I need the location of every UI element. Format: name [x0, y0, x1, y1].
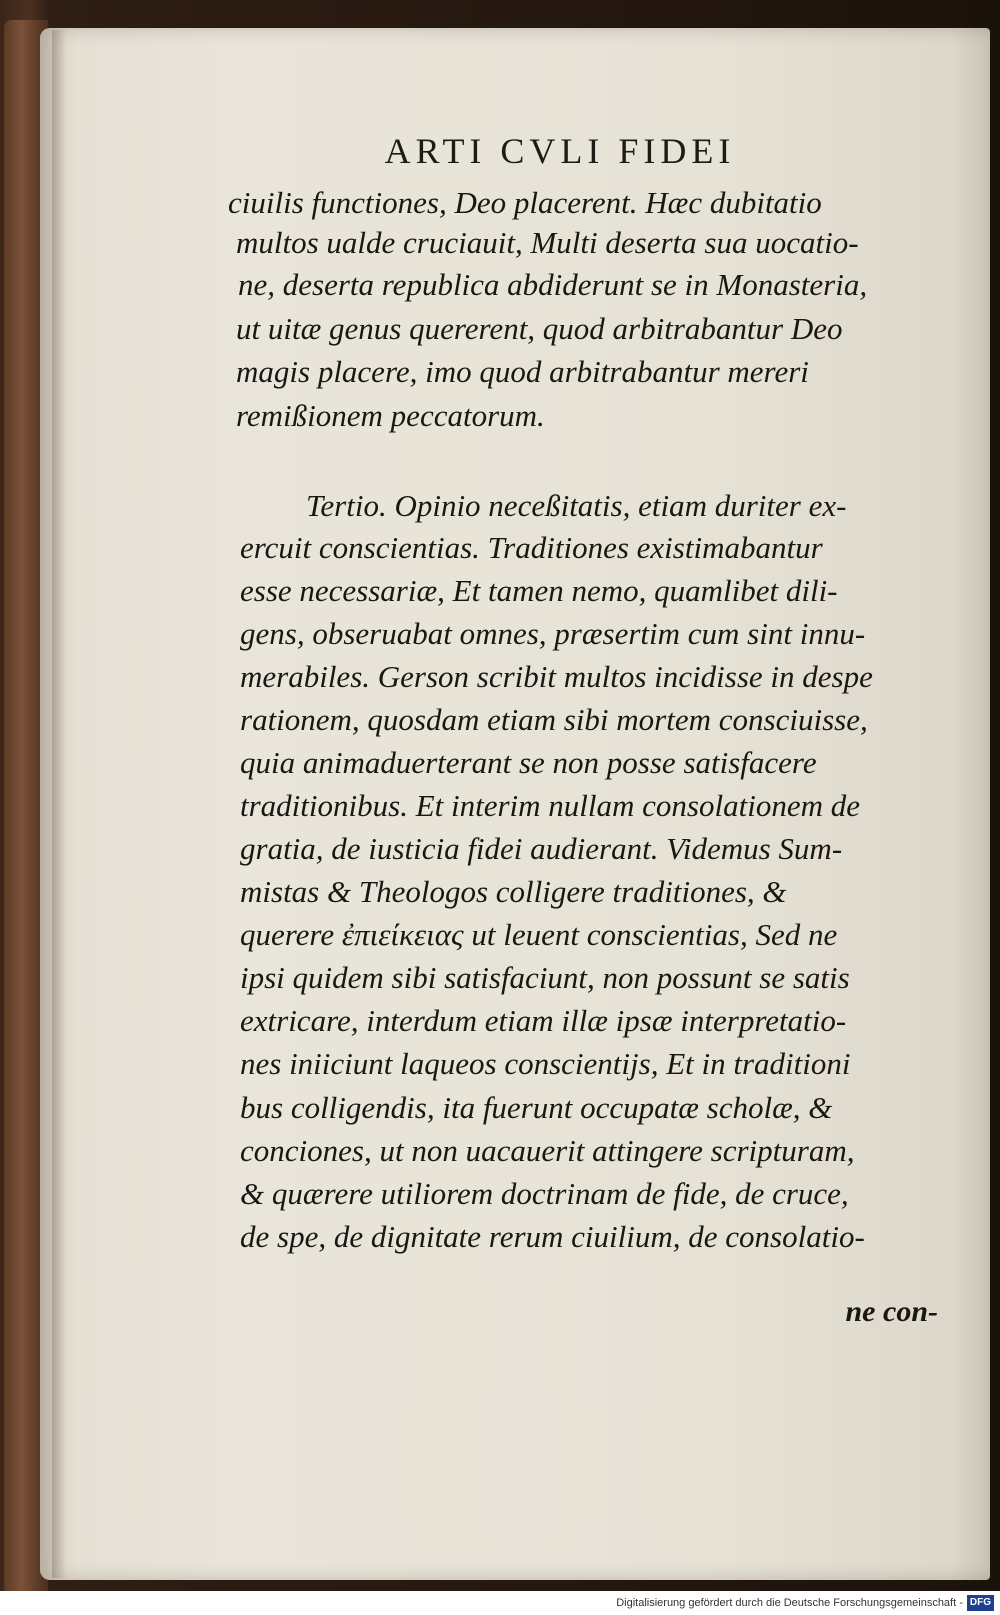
text-line: querere ἐπιείκειας ut leuent conscientias, Sed ne — [240, 917, 838, 952]
text-line: extricare, interdum etiam illæ ipsæ interpretatio- — [240, 1003, 847, 1038]
text-line: Tertio. Opinio neceßitatis, etiam duriter ex- — [306, 488, 847, 523]
text-line: traditionibus. Et interim nullam consolationem de — [240, 788, 860, 823]
text-line: ipsi quidem sibi satisfaciunt, non possunt se satis — [240, 960, 850, 995]
catchword: ne con- — [845, 1295, 938, 1328]
text-line: conciones, ut non uacauerit attingere scripturam, — [240, 1133, 855, 1168]
text-line: nes iniiciunt laqueos conscientijs, Et in traditioni — [240, 1046, 851, 1081]
text-line: esse necessariæ, Et tamen nemo, quamlibet dili- — [240, 573, 838, 608]
text-line: gratia, de iusticia fidei audierant. Videmus Sum- — [240, 831, 843, 866]
text-line: merabiles. Gerson scribit multos incidisse in despe — [240, 659, 873, 694]
running-header: ARTI CVLI FIDEI — [384, 131, 736, 171]
text-line: ne, deserta republica abdiderunt se in Monasteria, — [238, 267, 868, 302]
text-line: mistas & Theologos colligere traditiones, & — [240, 874, 787, 909]
text-line: multos ualde cruciauit, Multi deserta sua uocatio- — [236, 225, 859, 260]
text-line: gens, obseruabat omnes, præsertim cum sint innu- — [240, 616, 866, 651]
text-line: & quærere utiliorem doctrinam de fide, de cruce, — [240, 1176, 849, 1211]
digitization-footer — [0, 1591, 1000, 1615]
text-line: rationem, quosdam etiam sibi mortem consciuisse, — [240, 702, 868, 737]
text-line: remißionem peccatorum. — [236, 398, 545, 433]
text-line: quia animaduerterant se non posse satisfacere — [240, 745, 817, 780]
text-line: ut uitæ genus quererent, quod arbitrabantur Deo — [236, 311, 843, 346]
text-line: bus colligendis, ita fuerunt occupatæ scholæ, & — [240, 1090, 833, 1125]
dfg-logo-icon: DFG — [967, 1595, 994, 1611]
footer-credit: Digitalisierung gefördert durch die Deutsche Forschungsgemeinschaft - — [616, 1597, 963, 1609]
text-line: ciuilis functiones, Deo placerent. Hæc dubitatio — [228, 185, 822, 220]
text-line: ercuit conscientias. Traditiones existimabantur — [240, 530, 823, 565]
text-line: de spe, de dignitate rerum ciuilium, de consolatio- — [240, 1219, 865, 1254]
text-line: magis placere, imo quod arbitrabantur mereri — [236, 354, 809, 389]
